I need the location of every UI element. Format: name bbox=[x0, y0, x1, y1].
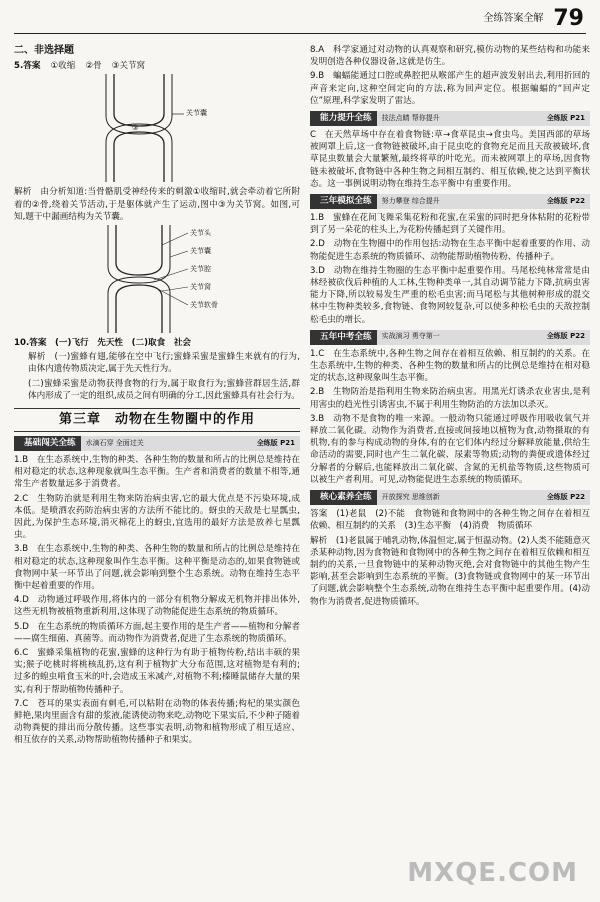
joint-diagram-2 bbox=[84, 225, 194, 333]
label-joint-cartilage: 关节软骨 bbox=[190, 301, 218, 309]
joint-capsule-label: 关节囊 bbox=[186, 109, 207, 118]
banner-mock bbox=[310, 194, 590, 209]
q10-explanation-1: 解析 (一)蜜蜂有翅,能够在空中飞行;蜜蜂采蜜是蜜蜂生来就有的行为,由体内遗传物质决定,属于先天性行为。 bbox=[28, 352, 300, 375]
banner-mock-ref: 全练版 P22 bbox=[546, 196, 585, 205]
basic-item-6: 6.C 蜜蜂采集植物的花蜜,蜜蜂的这种行为有助于植物传粉,结出丰硕的果实;猴子吃桃时将桃核乱扔,这有利于植物扩大分布范围,这对植物是有利的;过多的蝗虫啃食玉米的叶,会造成玉米减产,对植物不利;榛睡鼠储存大量的果实,有利于帮助植物传播种子。 bbox=[14, 648, 300, 695]
banner-core-name: 核心素养全练 bbox=[315, 490, 377, 505]
q5-answer-1: ①收缩 bbox=[50, 61, 76, 72]
banner-exam-ref: 全练版 P22 bbox=[546, 332, 585, 341]
label-joint-head: 关节头 bbox=[190, 229, 211, 237]
banner-ability-ref: 全练版 P21 bbox=[546, 113, 585, 122]
q5-explanation: 解析 由分析知道:当骨骼肌受神经传来的刺激①收缩时,就会牵动着它所附着的②骨,绕着关节活动,于是躯体就产生了运动,图中③为关节窝。如图,可知,题干中漏画结构为关节囊。 bbox=[14, 187, 300, 222]
joint-figure-1 bbox=[14, 74, 300, 182]
ability-item-1: C 在天然草场中存在着食物链:草→食草昆虫→食虫鸟。美国西部的草场被网罩上后,这一食物链被破坏,由于昆虫吃的食物充足而且天敌被破坏,食草昆虫数量会大量繁殖,最终将草的叶吃光。而未被网罩上的草场,因食物链未被破坏,食物链中各种生物之间相互制约、相互依赖,使之达到平衡状态。这一事例说明动物在维持生态平衡中有重要作用。 bbox=[310, 130, 590, 189]
basic-item-5: 5.D 在生态系统的物质循环方面,起主要作用的是生产者——植物和分解者——腐生细菌、真菌等。而动物作为消费者,促进了生态系统的物质循环。 bbox=[14, 621, 300, 644]
mock-item-1: 1.B 蜜蜂在花间飞舞采集花粉和花蜜,在采蜜的同时把身体粘附的花粉带到了另一朵花的柱头上,为花粉传播起到了关键作用。 bbox=[310, 213, 590, 236]
banner-mock-sub: 努力攀登 综合提升 bbox=[381, 196, 440, 205]
banner-basic-sub: 水滴石穿 全面过关 bbox=[85, 438, 144, 447]
top-item-9: 9.B 蝙蝠能通过口腔或鼻腔把从喉部产生的超声波发射出去,利用折回的声音来定向,这种空间定向的方法,称为回声定位。根据蝙蝠的“回声定位”原理,科学家发明了雷达。 bbox=[310, 71, 590, 106]
banner-basic bbox=[14, 436, 300, 451]
banner-ability-sub: 技法点睛 帮你提升 bbox=[381, 113, 440, 122]
watermark-text: MXQE.COM bbox=[407, 858, 578, 889]
exam-item-3: 3.B 动物不是食物的唯一来源。一般动物只能通过呼吸作用吸收氧气并释放二氧化碳。动物作为消费者,直接或间接地以植物为食,动物摄取的有机物,有的参与构成动物的身体,有的在它们体内经过分解释放能量,供给生命活动的需要,同时也产生二氧化碳、尿素等物质;动物的粪便或遗体经过分解者的分解后,也能释放出二氧化碳、含氮的无机盐等物质,这些物质可以被生产者利用。可见,动物能促进生态系统的物质循环。 bbox=[310, 413, 590, 485]
q5-answer-row bbox=[14, 60, 300, 72]
banner-basic-name: 基础闯关全练 bbox=[19, 436, 81, 451]
basic-item-1: 1.B 在生态系统中,生物的种类、各种生物的数量和所占的比例总是维持在相对稳定的状态,这种现象就叫生态平衡。生产者和消费者的数量不相等,通常生产者数量远多于消费者。 bbox=[14, 455, 300, 490]
left-column bbox=[14, 44, 300, 749]
core-explanation: 解析 (1)老鼠属于哺乳动物,体温恒定,属于恒温动物。(2)人类不能随意灭杀某种动物,因为食物链和食物网中的各种生物之间存在着相互依赖和相互制约的关系,一旦食物链中的某种动物灭绝,会对食物链中的其他生物产生影响,甚至会影响到生态系统的平衡。(3)食物链或食物网中的某一环节出了问题,就会影响整个生态系统,动物在维持生态平衡中起重要作用。(4)动物作为消费者,促进物质循环。 bbox=[310, 535, 590, 607]
page-number: 79 bbox=[553, 6, 584, 32]
q5-label: 5.答案 bbox=[14, 61, 41, 72]
banner-exam-sub: 实战演习 勇夺第一 bbox=[381, 332, 440, 341]
header-title: 全练答案全解 bbox=[483, 12, 544, 24]
chapter-title: 第三章 动物在生物圈中的作用 bbox=[14, 408, 300, 432]
q10-answer: 10.答案 (一)飞行 先天性 (二)取食 社会 bbox=[14, 338, 192, 348]
banner-core-ref: 全练版 P22 bbox=[546, 492, 585, 501]
mock-item-2: 2.D 动物在生物圈中的作用包括:动物在生态平衡中起着重要的作用、动物能促进生态系统的物质循环、动物能帮助植物传粉、传播种子。 bbox=[310, 239, 590, 262]
mock-item-3: 3.D 动物在维持生物圈的生态平衡中起重要作用。马尾松纯林常常是由林经被砍伐后种植的人工林,生物种类单一,其自动调节能力下降,抗病虫害能力下降,所以较易发生严重的松毛虫害;而马尾松与其他树种形成的混交林中生物种类较多,食物链、食物网较复杂,可以使多种松毛虫的天敌控制松毛虫的增长。 bbox=[310, 265, 590, 325]
label-joint-cavity: 关节腔 bbox=[190, 265, 211, 273]
banner-core bbox=[310, 490, 590, 505]
basic-item-3: 3.B 在生态系统中,生物的种类、各种生物的数量和所占的比例总是维持在相对稳定的状态,这种现象叫作生态平衡。这种平衡是动态的,如果食物链或食物网中某一环节出了问题,就会影响到整个生态系统。动物在维持生态平衡中起着重要的作用。 bbox=[14, 544, 300, 592]
q10-explanation-2: (二)蜜蜂采蜜是动物获得食物的行为,属于取食行为;蜜蜂营群居生活,群体内形成了一定的组织,成员之间有明确的分工,因此蜜蜂具有社会行为。 bbox=[28, 378, 300, 401]
basic-item-7: 7.C 苍耳的果实表面有刺毛,可以粘附在动物的体表传播;构杞的果实颜色鲜艳,果肉里面含有甜的浆液,能诱使动物来吃,动物吃下果实后,不少种子随着动物粪便的排出而分散传播。这些事实表明,动物和植物形成了相互适应、相互依存的关系,动物帮助植物传播种子和果实。 bbox=[14, 698, 300, 746]
q5-answer-2: ②骨 bbox=[85, 61, 102, 72]
joint-diagram-1 bbox=[84, 74, 194, 182]
top-item-8: 8.A 科学家通过对动物的认真观察和研究,模仿动物的某些结构和功能来发明创造各种仪器设备,这就是仿生。 bbox=[310, 45, 590, 68]
exam-item-2: 2.B 生物防治是指利用生物来防治病虫害。用黑光灯诱杀农业害虫,是利用害虫的趋光性引诱害虫,不属于利用生物防治的方法加以杀灭。 bbox=[310, 387, 590, 410]
banner-ability bbox=[310, 111, 590, 126]
q5-answer-3: ③关节窝 bbox=[111, 61, 146, 72]
core-answer: 答案 (1)老鼠 (2)不能 食物链和食物网中的各种生物之间存在着相互依赖、相互制约的关系 (3)生态平衡 (4)消费 物质循环 bbox=[310, 509, 590, 532]
basic-item-4: 4.D 动物通过呼吸作用,将体内的一部分有机物分解成无机物并排出体外,这些无机物被植物重新利用,这体现了动物能促进生态系统的物质循环。 bbox=[14, 595, 300, 618]
section-title: 二、非选择题 bbox=[14, 45, 74, 56]
joint-mark-3: ③ bbox=[132, 124, 139, 133]
banner-exam bbox=[310, 330, 590, 345]
exam-item-1: 1.C 在生态系统中,各种生物之间存在着相互依赖、相互制约的关系。在生态系统中,生物的种类、各种生物的数量和所占的比例总是维持在相对稳定的状态,这种现象叫生态平衡。 bbox=[310, 348, 590, 384]
banner-basic-ref: 全练版 P21 bbox=[256, 438, 295, 447]
banner-mock-name: 三年模拟全练 bbox=[315, 194, 377, 209]
right-column bbox=[310, 44, 590, 610]
joint-figure-2 bbox=[14, 225, 300, 333]
basic-item-2: 2.C 生物防治就是利用生物来防治病虫害,它的最大优点是不污染环境,成本低。是喷洒农药防治病虫害的方法所不能比的。蚜虫的天敌是七星瓢虫,因此,为保护生态环境,消灭棉花上的蚜虫,宜选用的最好方法是放养七星瓢虫。 bbox=[14, 493, 300, 541]
banner-core-sub: 开放探究 思维创新 bbox=[381, 492, 440, 501]
label-joint-capsule: 关节囊 bbox=[190, 247, 211, 255]
banner-exam-name: 五年中考全练 bbox=[315, 330, 377, 345]
page-header bbox=[483, 6, 584, 32]
banner-ability-name: 能力提升全练 bbox=[315, 111, 377, 126]
header-rule bbox=[14, 33, 586, 34]
label-joint-socket: 关节窝 bbox=[190, 283, 211, 291]
